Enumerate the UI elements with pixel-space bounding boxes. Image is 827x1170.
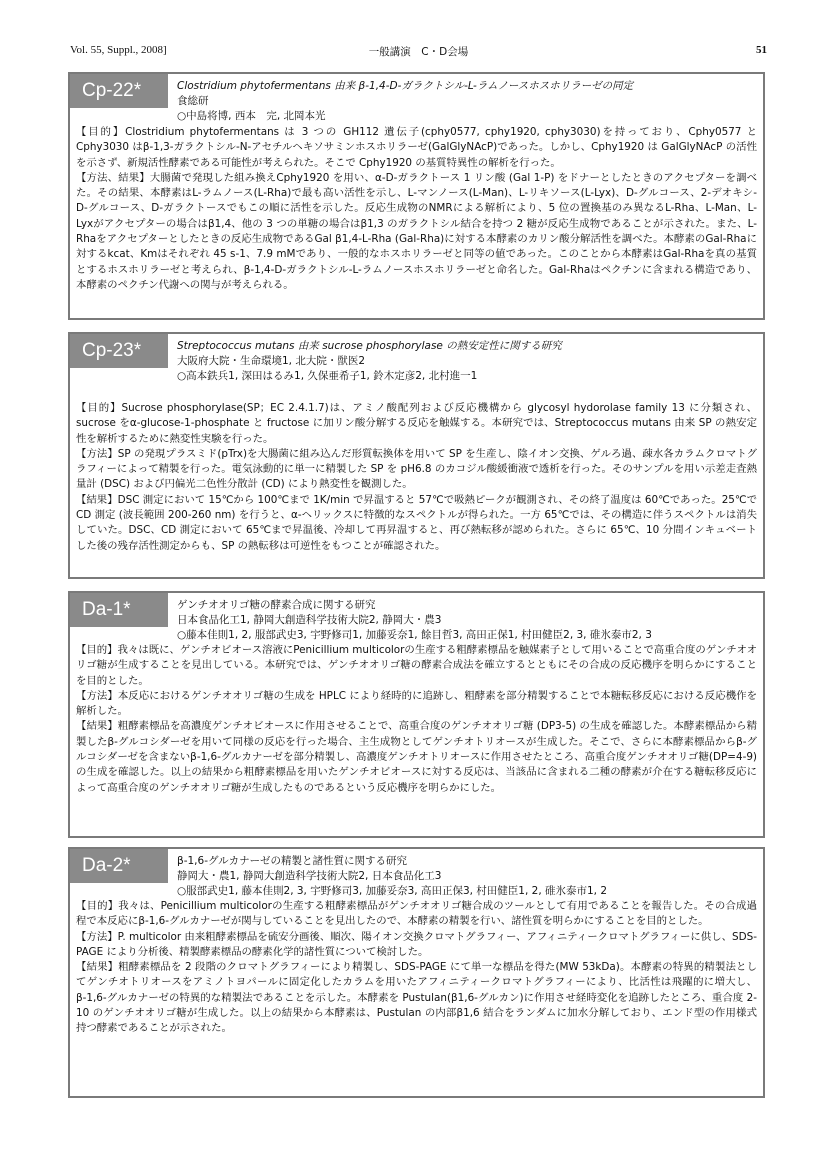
paragraph-purpose: 【目的】Sucrose phosphorylase(SP；EC 2.4.1.7)は、アミノ酸配列および反応機構から glycosyl hydorolase family 13 に分類され、sucrose をα-glucose-1-phosphate と fructose に加リン酸分解する反応を触媒する。本研究では、Streptococcus mutans 由来 SP の熱安定性を解析するために熱変性実験を行った。 — [76, 402, 757, 445]
abstract-affiliation: 静岡大・農1, 静岡大創造科学技術大院2, 日本食品化工3 — [177, 870, 442, 882]
abstract-affiliation: 日本食品化工1, 静岡大創造科学技術大院2, 静岡大・農3 — [177, 614, 442, 626]
page-header — [70, 44, 767, 62]
abstract-code: Cp-23* — [70, 334, 168, 368]
abstract-affiliation: 食総研 — [177, 95, 209, 107]
abstract-body — [76, 899, 757, 1037]
abstract-cp-22 — [68, 72, 765, 320]
abstract-head — [177, 854, 757, 899]
session-title: 一般講演 C・D会場 — [368, 46, 469, 58]
abstract-title: β-1,6-グルカナーゼの精製と諸性質に関する研究 — [177, 855, 407, 867]
abstract-body — [76, 401, 757, 554]
abstract-head — [177, 339, 757, 384]
abstract-title: Clostridium phytofermentans 由来 β-1,4-D-ガラクトシル-L-ラムノースホスホリラーゼの同定 — [177, 80, 634, 92]
paragraph-purpose: 【目的】Clostridium phytofermentans は 3 つの GH112 遺伝子(cphy0577, cphy1920, cphy3030)を持っており、Cphy0577 と Cphy3030 はβ-1,3-ガラクトシル-N-アセチルヘキソサミンホスホリラーゼ(GalGlyNAcP)であった。しかし、Cphy1920 は GalGlyNAcP の活性を示さず、新規活性酵素である可能性が考えられた。そこで Cphy1920 の基質特異性の解析を行った。 — [76, 126, 757, 169]
abstract-code: Da-1* — [70, 593, 168, 627]
abstract-authors: ○藤本佳則1, 2, 服部武史3, 宇野修司1, 加藤妥奈1, 餘目哲3, 高田正保1, 村田健臣2, 3, 碓氷泰市2, 3 — [177, 629, 652, 641]
abstract-head — [177, 79, 757, 124]
abstract-title: Streptococcus mutans 由来 sucrose phosphorylase の熱安定性に関する研究 — [177, 340, 562, 352]
paragraph-results: 【結果】粗酵素標品を 2 段階のクロマトグラフィーにより精製し、SDS-PAGE にて単一な標品を得た(MW 53kDa)。本酵素の特異的精製法としてゲンチオトリオースをアミノトヨパールに固定化したカラムを用いたアフィニティークロマトグラフィーにより、比活性は飛躍的に増大し、β-1,6-グルカナーゼの特異的な精製法であることを示した。本酵素を Pustulan(β1,6-グルカン)に作用させ経時変化を追跡したところ、重合度 2-10 のゲンチオオリゴ糖が生成した。以上の結果から本酵素は、Pustulan の内部β1,6 結合をランダムに加水分解しており、エンド型の作用様式持つ酵素であることが示された。 — [76, 961, 757, 1035]
abstract-body — [76, 643, 757, 796]
abstract-title: ゲンチオオリゴ糖の酵素合成に関する研究 — [177, 599, 376, 611]
paragraph-results: 【結果】粗酵素標品を高濃度ゲンチオビオースに作用させることで、高重合度のゲンチオオリゴ糖 (DP3-5) の生成を確認した。本酵素標品から精製したβ-グルコシダーゼを用いて同様の反応を行った場合、主生成物としてゲンチオトリオースが生成した。そこで、さらに本酵素標品からβ-グルコシダーゼを含まないβ-1,6-グルカナーゼを部分精製し、高濃度ゲンチオトリオースに作用させたところ、高重合度ゲンチオオリゴ糖(DP=4-9)の生成を確認した。以上の結果から粗酵素標品を用いたゲンチオビオースに対する反応は、当該品に含まれる二種の酵素が介在する糖転移反応によって高重合度のゲンチオオリゴ糖が生成したものであるという反応機序を明らかにした。 — [76, 720, 757, 794]
abstract-cp-23 — [68, 332, 765, 579]
journal-volume: Vol. 55, Suppl., 2008] — [70, 44, 167, 56]
paragraph-purpose: 【目的】我々は、Penicillium multicolorの生産する粗酵素標品がゲンチオオリゴ糖合成のツールとして有用であることを報告した。その合成過程で本反応にβ-1,6-グルカナーゼが関与していることを見出したので、本酵素の精製を行い、諸性質を明らかにすることを目的とした。 — [76, 900, 757, 928]
abstract-authors: ○中島将博, 西本 完, 北岡本光 — [177, 110, 326, 122]
paragraph-purpose: 【目的】我々は既に、ゲンチオビオース溶液にPenicillium multicolorの生産する粗酵素標品を触媒素子として用いることで高重合度のゲンチオオリゴ糖が生成することを見出している。本研究では、ゲンチオオリゴ糖の酵素合成法を確立するとともにその合成の反応機序を明らかにすることを目的とした。 — [76, 644, 757, 687]
paragraph-methods-results: 【方法、結果】大腸菌で発現した組み換えCphy1920 を用い、α-D-ガラクトース 1 リン酸 (Gal 1-P) をドナーとしたときのアクセプターを調べた。その結果、本酵素はL-ラムノース(L-Rha)で最も高い活性を示し、L-マンノース(L-Man)、L-リキソース(L-Lyx)、D-グルコース、2-デオキシ-D-グルコース、D-ガラクトースでもこの順に活性を示した。反応生成物のNMRによる解析により、5 位の置換基のみ異なるL-Rha、L-Man、L-Lyxがアクセプターの場合はβ1,4、他の 3 つの単糖の場合はβ1,3 のガラクトシル結合を持つ 2 糖が反応生成物であることが示された。また、L-Rhaをアクセプターとしたときの反応生成物であるGal β1,4-L-Rha (Gal-Rha)に対する本酵素のカリン酸分解活性を調べた。本酵素のGal-Rhaに対するkcat、Kmはそれぞれ 45 s-1、7.9 mMであり、一般的なホスホリラーゼと同等の値であった。このことから本酵素はGal-Rhaを真の基質とするホスホリラーゼと考えられ、β-1,4-D-ガラクトシル-L-ラムノースホスホリラーゼと命名した。Gal-Rhaはペクチンに含まれる構造であり、本酵素のペクチン代謝への関与が考えられる。 — [76, 171, 757, 291]
page-number: 51 — [756, 44, 767, 56]
abstract-code: Cp-22* — [70, 74, 168, 108]
abstract-da-1 — [68, 591, 765, 838]
abstract-authors: ○服部武史1, 藤本佳則2, 3, 宇野修司3, 加藤妥奈3, 高田正保3, 村田健臣1, 2, 碓氷泰市1, 2 — [177, 885, 608, 897]
abstract-affiliation: 大阪府大院・生命環境1, 北大院・獣医2 — [177, 355, 366, 367]
paragraph-results: 【結果】DSC 測定において 15℃から 100℃まで 1K/min で昇温すると 57℃で吸熱ピークが観測され、その終了温度は 60℃であった。25℃で CD 測定 (波長範囲 200-260 nm) を行うと、α-ヘリックスに特徴的なスペクトルが得られた。一方 65℃では、その構造に伴うスペクトルは消失していた。DSC、CD 測定において 65℃まで昇温後、冷却して再昇温すると、再び熱転移が認められた。さらに 65℃、10 分間インキュベートした後の残存活性測定からも、SP の熱転移は可逆性をもつことが確認された。 — [76, 493, 757, 552]
paragraph-methods: 【方法】SP の発現プラスミド(pTrx)を大腸菌に組み込んだ形質転換体を用いて SP を生産し、陰イオン交換、ゲルろ過、疎水各カラムクロマトグラフィーによって精製を行った。電気泳動的に単一に精製した SP を pH6.8 のカコジル酸緩衝液で透析を行った。そのサンプルを用い示差走査熱量計 (DSC) および円偏光二色性分散計 (CD) により熱変性を観測した。 — [76, 447, 757, 491]
abstract-da-2 — [68, 847, 765, 1098]
paragraph-methods: 【方法】P. multicolor 由来粗酵素標品を硫安分画後、順次、陽イオン交換クロマトグラフィー、アフィニティークロマトグラフィーに供し、SDS-PAGE により分析後、精製酵素標品の酵素化学的諸性質について検討した。 — [76, 930, 757, 958]
abstract-body — [76, 125, 757, 293]
paragraph-methods: 【方法】本反応におけるゲンチオオリゴ糖の生成を HPLC により経時的に追跡し、粗酵素を部分精製することで本糖転移反応における反応機作を解析した。 — [76, 689, 757, 718]
abstract-head — [177, 598, 757, 643]
abstract-code: Da-2* — [70, 849, 168, 883]
abstract-authors: ○高本鉄兵1, 深田はるみ1, 久保亜希子1, 鈴木定彦2, 北村進一1 — [177, 370, 478, 382]
